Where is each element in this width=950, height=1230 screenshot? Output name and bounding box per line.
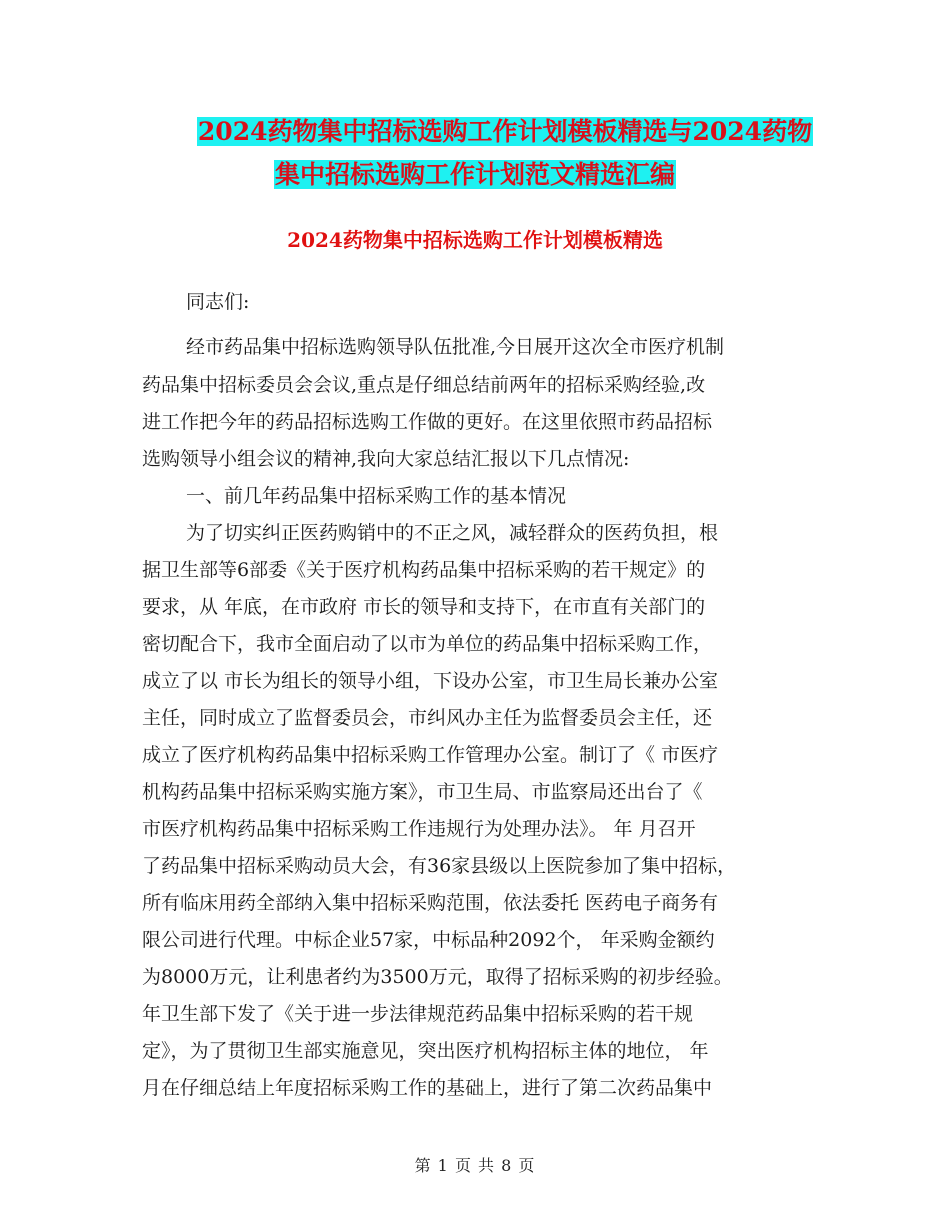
paragraph-line: 定》，为了贯彻卫生部实施意见，突出医疗机构招标主体的地位， 年 xyxy=(142,1040,709,1062)
section-title: 2024药物集中招标选购工作计划模板精选 xyxy=(287,228,663,252)
document-title-line-2: 集中招标选购工作计划范文精选汇编 xyxy=(274,160,675,189)
paragraph-line: 经市药品集中招标选购领导队伍批准,今日展开这次全市医疗机制 xyxy=(186,336,725,358)
paragraph-line: 所有临床用药全部纳入集中招标采购范围，依法委托 医药电子商务有 xyxy=(142,892,719,914)
paragraph-line: 机构药品集中招标采购实施方案》，市卫生局、市监察局还出台了《 xyxy=(142,781,703,803)
paragraph-line: 月在仔细总结上年度招标采购工作的基础上，进行了第二次药品集中 xyxy=(142,1077,713,1099)
paragraph-line: 选购领导小组会议的精神,我向大家总结汇报以下几点情况: xyxy=(142,448,630,470)
paragraph-line: 市医疗机构药品集中招标采购工作违规行为处理办法》。 年 月召开 xyxy=(142,818,696,840)
paragraph-line: 药品集中招标委员会会议,重点是仔细总结前两年的招标采购经验,改 xyxy=(142,374,706,396)
salutation: 同志们: xyxy=(186,291,250,313)
section-heading: 一、前几年药品集中招标采购工作的基本情况 xyxy=(186,485,567,507)
paragraph-line: 据卫生部等6部委《关于医疗机构药品集中招标采购的若干规定》的 xyxy=(142,559,706,581)
paragraph-line: 密切配合下，我市全面启动了以市为单位的药品集中招标采购工作， xyxy=(142,633,713,655)
paragraph-line: 主任，同时成立了监督委员会，市纠风办主任为监督委员会主任，还 xyxy=(142,707,713,729)
paragraph-line: 成立了以 市长为组长的领导小组，下设办公室，市卫生局长兼办公室 xyxy=(142,670,719,692)
paragraph-line: 进工作把今年的药品招标选购工作做的更好。在这里依照市药品招标 xyxy=(142,411,713,433)
paragraph-line: 为了切实纠正医药购销中的不正之风，减轻群众的医药负担，根 xyxy=(186,522,719,544)
paragraph-line: 成立了医疗机构药品集中招标采购工作管理办公室。制订了《 市医疗 xyxy=(142,744,719,766)
paragraph-line: 年卫生部下发了《关于进一步法律规范药品集中招标采购的若干规 xyxy=(142,1003,694,1025)
paragraph-line: 限公司进行代理。中标企业57家，中标品种2092个， 年采购金额约 xyxy=(142,929,715,951)
paragraph-line: 为8000万元，让利患者约为3500万元，取得了招标采购的初步经验。 xyxy=(142,966,733,988)
page-footer: 第 1 页 共 8 页 xyxy=(414,1156,536,1175)
paragraph-line: 了药品集中招标采购动员大会，有36家县级以上医院参加了集中招标， xyxy=(142,855,737,877)
paragraph-line: 要求，从 年底，在市政府 市长的领导和支持下，在市直有关部门的 xyxy=(142,596,706,618)
document-title-line-1: 2024药物集中招标选购工作计划模板精选与2024药物 xyxy=(197,117,813,146)
